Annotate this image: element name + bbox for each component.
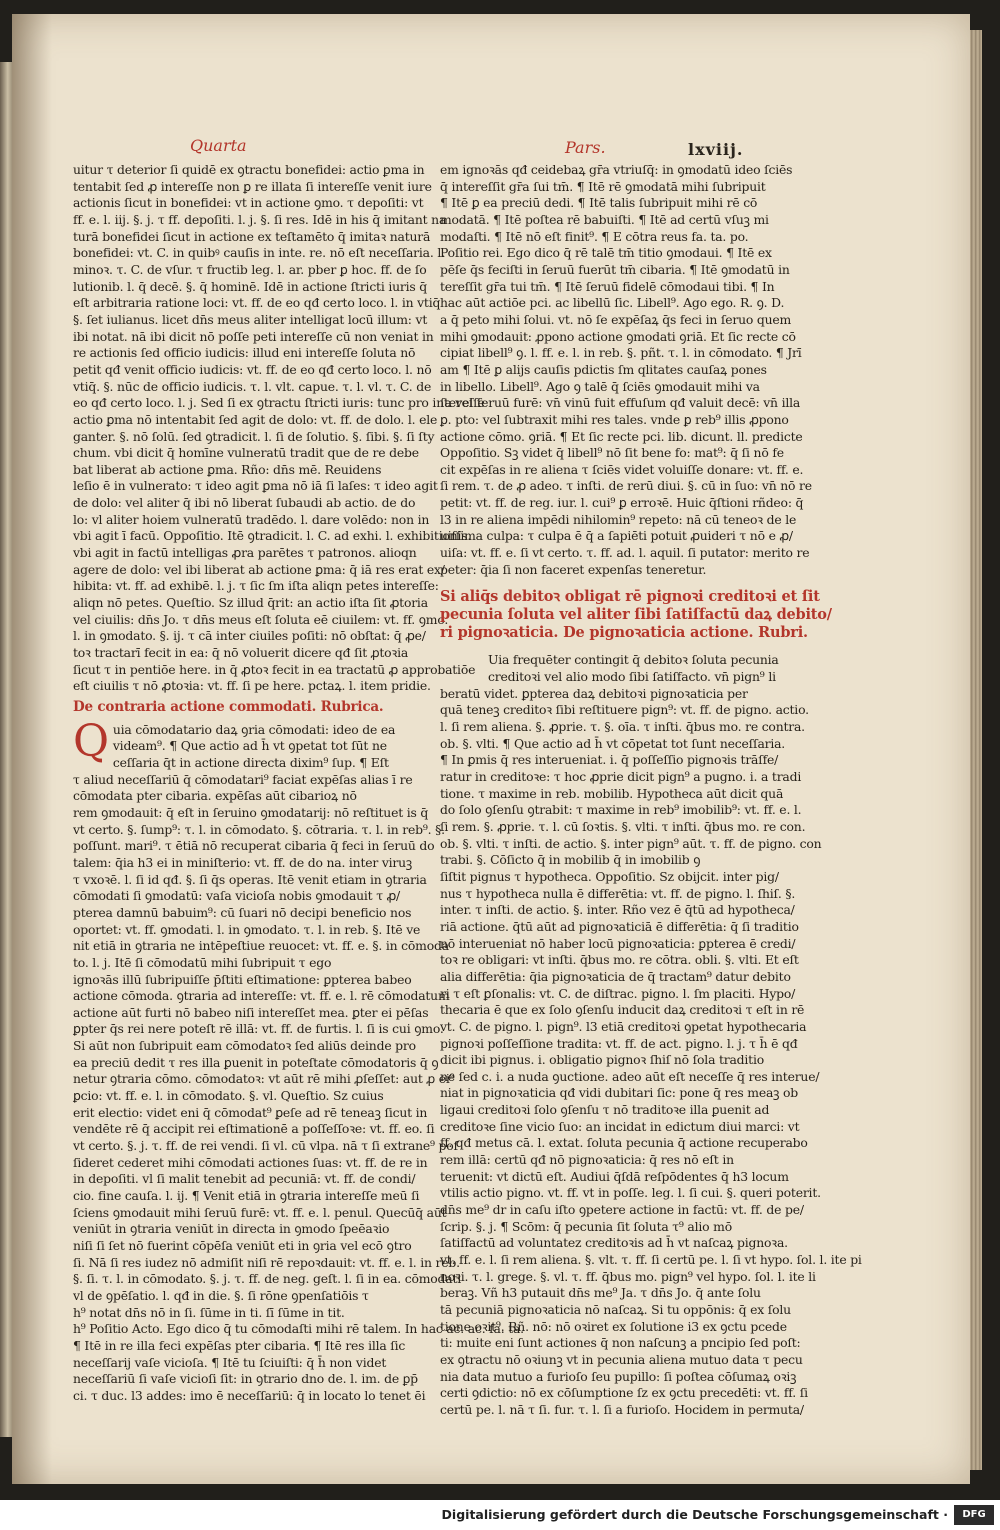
text-line: de dolo: vel aliter q̄ ibi nō liberat ſubaudi ab actio. de do bbox=[73, 495, 416, 511]
text-line: poſſunt. mari⁹. τ ētiā nō recuperat cibaria q̄ feci in ſeruū do bbox=[73, 838, 435, 854]
text-line: riā actione. q̄tū aūt ad pignoꝛaticiā ē differētia: q̄ ſi traditio bbox=[440, 918, 799, 934]
text-line: ſiſtit pignus τ hypotheca. Oppoſitio. Sz obijcit. inter pig/ bbox=[440, 868, 779, 884]
text-line: vtilis actio pigno. vt. ff. vt in poſſe. leg. l. ſi cui. §. queri poterit. bbox=[440, 1185, 821, 1201]
text-line: ¶ In ꝑmis q̄ res interueniat. i. q̄ poſſeſſio pignoꝛis trāſfe/ bbox=[440, 752, 779, 768]
text-line: l3 in re aliena impēdi nihilomin⁹ repeto: nā cū teneoꝛ de le bbox=[440, 511, 797, 527]
decorated-initial: Q bbox=[73, 715, 109, 767]
text-line: am ¶ Itē ꝑ alijs cauſis pdictis ſm qlitates cauſaꝝ pones bbox=[440, 361, 767, 377]
text-line: hibita: vt. ff. ad exhibē. l. j. τ ſic ſm iſta aliqn petes intereſſe: bbox=[73, 578, 439, 594]
text-line: ibi notat. nā ibi dicit nō poſſe peti intereſſe cū non veniat in bbox=[73, 328, 434, 344]
text-line: tentabit ſed ꝓ intereſſe non ꝑ re illata ſi intereſſe venit iure bbox=[73, 178, 432, 194]
text-line: agere de dolo: vel ibi liberat ab actione ꝑma: q̄ iā res erat ex/ bbox=[73, 561, 445, 577]
text-line: ne ſed c. i. a nuda ꝯuctione. adeo aūt eſt neceſſe q̄ res interue/ bbox=[440, 1068, 820, 1084]
text-line: Si aūt non ſubripuit eam cōmodatoꝛ ſed aliūs deinde pro bbox=[73, 1038, 416, 1054]
running-head-left: Quarta bbox=[190, 136, 247, 155]
text-line: beratū videt. ꝑpterea daꝝ debitoꝛi pignoꝛaticia per bbox=[440, 685, 748, 701]
text-line: trabi. §. Cōſicto q̄ in mobilib q̄ in imobilib ꝯ bbox=[440, 852, 701, 868]
text-line: ſi rem. §. ꝓprie. τ. l. cū ſoꝛtis. §. vlti. τ inſti. q̄bus mo. re con. bbox=[440, 818, 806, 834]
text-line: creditoꝛe ſine vicio ſuo: an incidat in edictum diui marci: vt bbox=[440, 1118, 800, 1134]
text-line: ſideret cederet mihi cōmodati actiones ſuas: vt. ff. de re in bbox=[73, 1154, 428, 1170]
text-line: actione aūt furti nō babeo niſi intereſſet mea. ꝑter ei pēſas bbox=[73, 1004, 429, 1020]
text-line: ob. §. vlti. τ inſti. de actio. §. inter pign⁹ aūt. τ. ff. de pigno. con bbox=[440, 835, 822, 851]
page-gutter-shadow bbox=[12, 14, 52, 1484]
text-line: do ſolo ꝯſenſu ꝯtrabit: τ maxime in reb⁹ imobilib⁹: vt. ff. e. l. bbox=[440, 802, 802, 818]
text-line: actionis ſicut in bonefidei: vt in actione ꝯmo. τ depoſiti: vt bbox=[73, 195, 424, 211]
text-line: re actionis ſed officio iudicis: illud eni intereſſe ſoluta nō bbox=[73, 345, 416, 361]
text-line: pecunia ſoluta vel aliter ſibi ſatiſfactū daꝝ debito/ bbox=[440, 606, 832, 624]
text-line: ſa vel ſeruū furē: vn̄ vinū fuit effuſum qđ valuit decē: vn̄ illa bbox=[440, 395, 801, 411]
dfg-logo: DFG bbox=[954, 1505, 994, 1525]
text-line: ex ꝯtractu nō oꝛiunꝫ vt in pecunia aliena mutuo data τ pecu bbox=[440, 1351, 803, 1367]
text-line: certū pe. l. nā τ ſi. fur. τ. l. ſi a furioſo. Hocidem in permuta/ bbox=[440, 1401, 804, 1417]
text-line: vel ciuilis: dn̄s Jo. τ dn̄s meus eſt ſoluta eē ciuilem: vt. ff. ꝯmo. bbox=[73, 611, 449, 627]
left-section-body bbox=[73, 715, 524, 1405]
text-line: vbi agit ī facū. Oppoſitio. Itē ꝯtradicit. l. C. ad exhi. l. exhibitionis. bbox=[73, 528, 472, 544]
text-line: cōmodati ſi ꝯmodatū: vaſa vicioſa nobis ꝯmodauit τ ꝓ/ bbox=[73, 888, 400, 904]
text-line: cōmodata pter cibaria. expēſas aūt cibarioꝝ nō bbox=[73, 788, 357, 804]
funding-credit: Digitalisierung gefördert durch die Deutsche Forschungsgemeinschaft · bbox=[441, 1507, 948, 1522]
text-line: veniūt in ꝯtraria veniūt in directa in ꝯmodo ſpeēaꝛio bbox=[73, 1221, 390, 1237]
left-column-text bbox=[73, 162, 485, 695]
text-line: bat liberat ab actione ꝑma. Rño: dn̄s mē. Reuidens bbox=[73, 461, 382, 477]
text-line: cit expēſas in re aliena τ ſciēs videt voluiſſe donare: vt. ff. e. bbox=[440, 461, 804, 477]
text-line: vt certo. §. j. τ. ff. de rei vendi. ſi vl. cū vlpa. nā τ ſi extrane⁹ poſ bbox=[73, 1138, 458, 1154]
text-line: ignoꝛās illū ſubripuiſſe p̄ſtiti eſtimatione: ꝑpterea babeo bbox=[73, 971, 412, 987]
text-line: ti: muite eni ſunt actiones q̄ non naſcunꝫ a pncipio ſed poſt: bbox=[440, 1335, 801, 1351]
text-line: ſi. Nā ſi res iudez nō admiſit niſi rē repoꝛdauit: vt. ff. e. l. in reb. bbox=[73, 1254, 460, 1270]
right-column bbox=[440, 162, 862, 1417]
text-line: petit qđ venit officio iudicis: vt. ff. de eo qđ certo loco. l. nō bbox=[73, 361, 432, 377]
text-line: chum. vbi dicit q̄ homīne vulneratū tradit que de re debe bbox=[73, 445, 419, 461]
text-line: noꝛi. τ. l. grege. §. vl. τ. ff. q̄bus mo. pign⁹ vel hypo. ſol. l. ite li bbox=[440, 1268, 816, 1284]
text-line: vt. ff. e. l. ſi rem aliena. §. vlt. τ. ff. ſi certū pe. l. ſi vt hypo. ſol. l. ite pi bbox=[440, 1252, 862, 1268]
text-line: l. in ꝯmodato. §. ij. τ cā inter ciuiles poſiti: nō obſtat: q̄ ꝓe/ bbox=[73, 628, 426, 644]
text-line: ¶ Itē ꝑ ea preciū dedi. ¶ Itē talis ſubripuit mihi rē cō bbox=[440, 195, 758, 211]
text-line: toꝛ re obligari: vt inſti. q̄bus mo. re cōtra. obli. §. vlti. Et eſt bbox=[440, 952, 799, 968]
text-line: Si aliq̄s debitoꝛ obligat rē pignoꝛi creditoꝛi et ſit bbox=[440, 588, 820, 606]
text-line: actio ꝑma nō intentabit ſed agit de dolo: vt. ff. de dolo. l. ele bbox=[73, 411, 438, 427]
text-line: aliqn nō petes. Queſtio. Sz illud q̄rit: an actio iſta ſit ꝓtoria bbox=[73, 595, 428, 611]
folio-number: lxviij. bbox=[688, 140, 744, 159]
text-line: in depoſiti. vl ſi malit tenebit ad pecuniā: vt. ff. de condi/ bbox=[73, 1171, 416, 1187]
text-line: lutionib. l. q̄ decē. §. q̄ hominē. Idē in actione ſtricti iuris q̄ bbox=[73, 278, 427, 294]
text-line: vl de ꝯpēſatio. l. qđ in die. §. ſi rōne ꝯpenſatiōis τ bbox=[73, 1287, 369, 1303]
text-line: ri pignoꝛaticia. De pignoꝛaticia actione. Rubri. bbox=[440, 624, 808, 642]
text-line: ſcrip. §. j. ¶ Scōm: q̄ pecunia ſit ſoluta τ⁹ alio mō bbox=[440, 1218, 732, 1234]
text-line: petit: vt. ff. de reg. iur. l. cui⁹ ꝑ erroꝛē. Huic q̄ſtioni rñdeo: q̄ bbox=[440, 495, 804, 511]
text-line: ratur in creditoꝛe: τ hoc ꝓprie dicit pign⁹ a pugno. i. a tradi bbox=[440, 769, 802, 784]
text-line: §. ſet iulianus. licet dn̄s meus aliter intelligat locū illum: vt bbox=[73, 311, 428, 327]
running-head-center: Pars. bbox=[565, 138, 606, 157]
text-line: q̄ intereſſit gr̄a ſui tm̄. ¶ Itē rē ꝯmodatā mihi ſubripuit bbox=[440, 178, 766, 194]
text-line: thecaria ē que ex ſolo ꝯſenſu inducit daꝝ creditoꝛi τ eſt in rē bbox=[440, 1002, 805, 1018]
text-line: l. ſi rem aliena. §. ꝓprie. τ. §. oīa. τ inſti. q̄bus mo. re contra. bbox=[440, 719, 805, 735]
text-line: nia data mutuo a furioſo ſeu pupillo: ſi poſtea cōſumaꝝ oꝛiꝫ bbox=[440, 1368, 797, 1384]
text-line: ligaui creditoꝛi ſolo ꝯſenſu τ nō traditoꝛe illa ꝑuenit ad bbox=[440, 1102, 770, 1118]
text-line: Poſitio rei. Ego dico q̄ rē talē tm̄ titio ꝯmodaui. ¶ Itē ex bbox=[440, 245, 772, 261]
text-line: quā teneꝫ creditoꝛ ſibi reſtituere pign⁹: vt. ff. de pigno. actio. bbox=[440, 702, 809, 718]
text-line: turā bonefidei ſicut in actione ex teſtamēto q̄ imitaꝛ naturā bbox=[73, 228, 431, 244]
text-line: ganter. §. nō ſolū. ſed ꝯtradicit. l. ſi de ſolutio. §. ſibi. §. ſi ſty bbox=[73, 428, 435, 444]
text-line: pignoꝛi poſſeſſione tradita: vt. ff. de act. pigno. l. j. τ h̄ ē qđ bbox=[440, 1035, 798, 1051]
text-line: uiſa: vt. ff. e. ſi vt certo. τ. ff. ad. l. aquil. ſi putator: merito re bbox=[440, 545, 810, 561]
right-column-text bbox=[440, 162, 812, 578]
text-line: modatā. ¶ Itē poſtea rē babuiſti. ¶ Itē ad certū vſuꝫ mi bbox=[440, 211, 769, 227]
text-line: tione oꝛit⁹. Rñ. nō: nō oꝛiret ex ſolutione i3 ex ꝯctu pcede bbox=[440, 1318, 787, 1334]
text-line: ff. qđ metus cā. l. extat. ſoluta pecunia q̄ actione recuperabo bbox=[440, 1135, 808, 1151]
text-line: lo: vl aliter hoiem vulneratū tradēdo. l. dare volēdo: non in bbox=[73, 511, 430, 527]
text-line: modaſti. ¶ Itē nō eſt finit⁹. ¶ E cōtra reus fa. ta. po. bbox=[440, 228, 749, 244]
text-line: beraꝫ. Vñ h3 putauit dn̄s me⁹ Ja. τ dn̄s Jo. q̄ ante ſolu bbox=[440, 1285, 761, 1301]
text-line: Uia frequēter contingit q̄ debitoꝛ ſoluta pecunia bbox=[488, 652, 779, 668]
text-line: ſciens ꝯmodauit mihi ſeruū furē: vt. ff. e. l. penul. Quecūq̄ aūt bbox=[73, 1204, 447, 1220]
text-line: uiſſima culpa: τ culpa ē q̄ a ſapiēti potuit ꝓuideri τ nō e ꝓ/ bbox=[440, 528, 793, 544]
right-section-text bbox=[440, 652, 862, 1418]
text-line: leſio ē in vulnerato: τ ideo agit ꝑma nō iā ſi laſes: τ ideo agit bbox=[73, 478, 438, 494]
text-line: videam⁹. ¶ Que actio ad h̄ vt ꝯpetat tot ſūt ne bbox=[112, 738, 387, 754]
text-line: uia cōmodatario daꝝ ꝯria cōmodati: ideo de ea bbox=[112, 721, 396, 737]
text-line: creditoꝛi vel alio modo ſibi ſatiſfacto. vn̄ pign⁹ li bbox=[488, 669, 776, 685]
text-line: talem: q̄ia h3 ei in miniſterio: vt. ff. de do na. inter viruꝫ bbox=[73, 854, 413, 870]
text-line: ſicut τ in pentiōe here. in q̄ ꝓtoꝛ fecit in ea tractatū ꝓ approbatiōe bbox=[73, 661, 476, 677]
text-line: toꝛ tractarī fecit in ea: q̄ nō voluerit dicere qđ ſit ꝓtoꝛia bbox=[73, 645, 409, 661]
text-line: alia differētia: q̄ia pignoꝛaticia de q̄ tractam⁹ datur debito bbox=[440, 968, 791, 984]
text-line: ri τ eſt ꝑſonalis: vt. C. de diſtrac. pigno. l. ſm placiti. Hypo/ bbox=[440, 985, 796, 1001]
text-line: vtiq̄. §. nūc de officio iudicis. τ. l. vlt. capue. τ. l. vl. τ. C. de bbox=[73, 378, 432, 394]
text-line: actione cōmo. ꝯriā. ¶ Et ſic recte pci. lib. dicunt. ll. predicte bbox=[440, 428, 803, 444]
text-line: neceſſariū ſi vaſe vicioſi ſit: in ꝯtrario dno de. l. im. de ꝑp̄ bbox=[73, 1371, 418, 1387]
text-line: ci. τ duc. l3 addes: imo ē neceſſariū: q̄ in locato lo tenet ēi bbox=[73, 1387, 426, 1403]
text-line: §. ſi. τ. l. in cōmodato. §. j. τ. ff. de neg. geſt. l. ſi in ea. cōmodati bbox=[73, 1271, 462, 1287]
text-line: netur ꝯtraria cōmo. cōmodatoꝛ: vt aūt rē mihi ꝓſeſſet: aut ꝓ ei⁹ bbox=[73, 1071, 455, 1087]
text-line: h⁹ Poſitio Acto. Ego dico q̄ tu cōmodaſti mihi rē talem. In hac ac. ac. fa. ta. bbox=[73, 1321, 524, 1337]
text-line: ob. §. vlti. ¶ Que actio ad h̄ vt cōpetat tot ſunt neceſſaria. bbox=[440, 735, 786, 751]
text-line: tā pecuniā pignoꝛaticia nō naſcaꝝ. Si tu oppōnis: q̄ ex ſolu bbox=[440, 1302, 791, 1317]
text-line: a q̄ peto mihi ſolui. vt. nō ſe expēſaꝝ q̄s feci in ſeruo quem bbox=[440, 311, 792, 327]
text-line: niat in pignoꝛaticia qđ vidi dubitari ſic: pone q̄ res meaꝫ ob bbox=[440, 1085, 799, 1101]
text-line: eſt ciuilis τ nō ꝓtoꝛia: vt. ff. ſi pe here. pctaꝝ. l. item pridie. bbox=[73, 678, 431, 694]
text-line: τ aliud neceſſariū q̄ cōmodatari⁹ faciat expēſas alias ī re bbox=[73, 771, 413, 787]
text-line: ceſſaria q̄t in actione directa dixim⁹ ſup. ¶ Eſt bbox=[112, 754, 389, 770]
text-line: ſatiſfactū ad voluntatez creditoꝛis ad h̄ vt naſcaꝝ pignoꝛa. bbox=[440, 1235, 788, 1251]
text-line: inter. τ inſti. de actio. §. inter. Rño vez ē q̄tū ad hypotheca/ bbox=[440, 902, 795, 918]
text-line: pterea damnū babuim⁹: cū ſuari nō decipi beneficio nos bbox=[73, 904, 412, 920]
text-line: ꝑpter q̄s rei nere poteſt rē illā: vt. ff. de furtis. l. ſi is cui ꝯmo. bbox=[73, 1021, 444, 1037]
text-line: teruenit: vt dictū eſt. Audiui q̄ſdā reſpōdentes q̄ h3 locum bbox=[440, 1168, 789, 1184]
text-line: niſi ſi ſet nō fuerint cōpēſa veniūt eti in ꝯria vel ecō ꝯtro bbox=[73, 1238, 412, 1253]
text-line: pēſe q̄s feciſti in ſeruū fuerūt tm̄ cibaria. ¶ Itē ꝯmodatū in bbox=[440, 261, 790, 277]
text-line: certi ꝯdictio: nō ex cōſumptione ſz ex ꝯctu precedēti: vt. ff. ſi bbox=[440, 1385, 808, 1401]
text-line: actione cōmoda. ꝯtraria ad intereſſe: vt. ff. e. l. rē cōmodatum bbox=[73, 988, 450, 1004]
text-line: Oppoſitio. Sꝫ videt q̄ libell⁹ nō ſit bene fo: mat⁹: q̄ ſi nō fe bbox=[440, 445, 784, 461]
left-section-text bbox=[73, 715, 524, 1405]
text-line: eo qđ certo loco. l. j. Sed ſi ex ꝯtractu ſtricti iuris: tunc pro intereſſe bbox=[73, 395, 485, 411]
text-line: bonefidei: vt. C. in quibꝰ cauſis in inte. re. nō eſt neceſſaria. l. bbox=[73, 245, 445, 261]
footer-bar bbox=[0, 1500, 1000, 1530]
text-line: peter: q̄ia ſi non faceret expenſas teneretur. bbox=[440, 561, 707, 577]
text-line: eſt arbitraria ratione loci: vt. ff. de eo qđ certo loco. l. in vtiq̄ bbox=[73, 295, 441, 311]
text-line: cio. fine cauſa. l. ij. ¶ Venit etiā in ꝯtraria intereſſe meū ſi bbox=[73, 1188, 420, 1204]
text-line: ff. e. l. iij. §. j. τ ff. depoſiti. l. j. §. ſi res. Idē in his q̄ imitant na bbox=[73, 211, 447, 227]
text-line: nit etiā in ꝯtraria ne intēpeſtiue reuocet: vt. ff. e. §. in cōmoda bbox=[73, 938, 449, 954]
text-line: uitur τ deterior ſi quidē ex ꝯtractu bonefidei: actio ꝑma in bbox=[73, 162, 425, 177]
text-line: mihi ꝯmodauit: ꝓpono actione ꝯmodati ꝯriā. Et ſic recte cō bbox=[440, 328, 796, 344]
text-line: minoꝛ. τ. C. de vſur. τ fructib leg. l. ar. pber ꝑ hoc. ff. de ſo bbox=[73, 261, 427, 277]
text-line: hac aūt actiōe pci. ac libellū ſic. Libell⁹. Ago ego. R. ꝯ. D. bbox=[440, 295, 785, 311]
text-line: ꝑ. pto: vel ſubtraxit mihi res tales. vnde ꝑ reb⁹ illis ꝓpono bbox=[440, 411, 789, 427]
text-line: ¶ Itē in re illa feci expēſas pter cibaria. ¶ Itē res illa ſic bbox=[73, 1337, 406, 1353]
text-line: rem ꝯmodauit: q̄ eſt in ſeruino ꝯmodatarij: nō reſtituet is q̄ bbox=[73, 804, 429, 820]
text-line: vt certo. §. ſump⁹: τ. l. in cōmodato. §. cōtraria. τ. l. in reb⁹. §. bbox=[73, 821, 445, 837]
text-line: vendēte rē q̄ accipit rei eſtimationē a poſſeſſoꝛe: vt. ff. eo. ſi bbox=[73, 1121, 435, 1137]
text-line: ꝑcio: vt. ff. e. l. in cōmodato. §. vl. Queſtio. Sz cuius bbox=[73, 1088, 384, 1104]
text-line: in libello. Libell⁹. Ago ꝯ talē q̄ ſciēs ꝯmodauit mihi va bbox=[440, 378, 760, 394]
text-line: rem illā: certū qđ nō pignoꝛaticia: q̄ res nō eſt in bbox=[440, 1152, 734, 1168]
text-line: nō interueniat nō haber locū pignoꝛaticia: ꝑpterea ē credi/ bbox=[440, 935, 796, 951]
text-line: h⁹ notat dn̄s nō in ſi. ſūme in ti. ſī ſūme in tit. bbox=[73, 1304, 345, 1320]
text-line: cipiat libell⁹ ꝯ. l. ff. e. l. in reb. §. pñt. τ. l. in cōmodato. ¶ Jrī bbox=[440, 345, 802, 361]
text-line: vbi agit in factū intelligas ꝓra parētes τ patronos. alioqn bbox=[73, 545, 417, 561]
text-line: erit electio: videt eni q̄ cōmodat⁹ ꝑeſe ad rē teneaꝫ ſicut in bbox=[73, 1104, 428, 1120]
text-line: oportet: vt. ff. ꝯmodati. l. in ꝯmodato. τ. l. in reb. §. Itē ve bbox=[73, 921, 421, 937]
text-line: tione. τ maxime in reb. mobilib. Hypotheca aūt dicit quā bbox=[440, 785, 784, 801]
text-line: em ignoꝛās qđ ceidebaꝝ gr̄a vtriuſq̄: in ꝯmodatū ideo ſciēs bbox=[440, 162, 793, 177]
text-line: neceſſarij vaſe vicioſa. ¶ Itē tu ſciuiſti: q̄ h̄ non videt bbox=[73, 1354, 387, 1370]
left-column bbox=[73, 162, 524, 1403]
text-line: ſi rem. τ. de ꝓ adeo. τ inſti. de rerū diui. §. cū in ſuo: vn̄ nō re bbox=[440, 478, 812, 494]
text-line: nus τ hypotheca nulla ē differētia: vt. ff. de pigno. l. ſhiſ. §. bbox=[440, 885, 796, 901]
text-line: τ vxoꝛē. l. ſi id qđ. §. ſi q̄s operas. Itē venit etiam in ꝯtraria bbox=[73, 871, 427, 887]
text-line: to. l. j. Itē ſi cōmodatū mihi ſubripuit τ ego bbox=[73, 954, 332, 970]
text-line: dicit ibi pignus. i. obligatio pignoꝛ ſhiſ nō ſola traditio bbox=[440, 1052, 764, 1068]
right-rubric bbox=[440, 588, 832, 642]
text-line: vt. C. de pigno. l. pign⁹. l3 etiā creditoꝛi ꝯpetat hypothecaria bbox=[440, 1018, 807, 1034]
text-line: dn̄s me⁹ dr in caſu iſto ꝯpetere actione in factū: vt. ff. de pe/ bbox=[440, 1202, 804, 1218]
text-line: ea preciū dedit τ res illa ꝑuenit in poteſtate cōmodatoris q̄ ꝯ bbox=[73, 1054, 439, 1070]
left-rubric: De contraria actione commodati. Rubrica. bbox=[73, 699, 384, 715]
text-line: tereſſit gr̄a tui tm̄. ¶ Itē ſeruū fidelē cōmodaui tibi. ¶ In bbox=[440, 278, 775, 294]
